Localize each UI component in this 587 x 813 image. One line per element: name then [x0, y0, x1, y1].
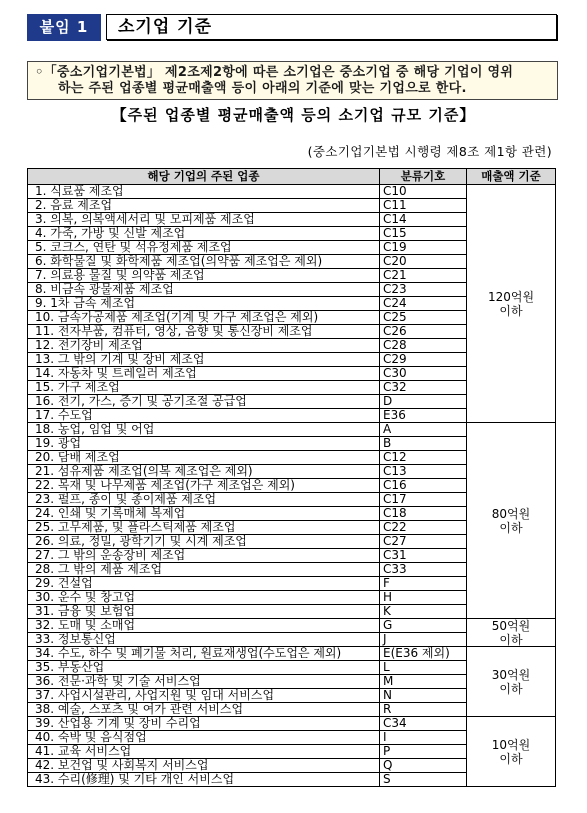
sales-criterion-suffix: 이하 — [499, 303, 523, 318]
classification-code-cell: C26 — [380, 325, 467, 339]
industry-cell: 39. 산업용 기계 및 장비 수리업 — [28, 717, 380, 731]
classification-code-cell: E(E36 제외) — [380, 647, 467, 661]
header-code: 분류기호 — [380, 169, 467, 185]
sales-criterion-cell — [467, 619, 556, 647]
classification-code-cell: C28 — [380, 339, 467, 353]
industry-cell: 28. 그 밖의 제품 제조업 — [28, 563, 380, 577]
industry-cell: 22. 목재 및 나무제품 제조업(가구 제조업은 제외) — [28, 479, 380, 493]
industry-cell: 17. 수도업 — [28, 409, 380, 423]
sales-criterion-cell — [467, 423, 556, 619]
classification-code-cell: C25 — [380, 311, 467, 325]
industry-cell: 18. 농업, 임업 및 어업 — [28, 423, 380, 437]
industry-cell: 40. 숙박 및 음식점업 — [28, 731, 380, 745]
classification-code-cell: J — [380, 633, 467, 647]
sales-criterion-suffix: 이하 — [499, 681, 523, 696]
industry-cell: 41. 교육 서비스업 — [28, 745, 380, 759]
industry-cell: 21. 섬유제품 제조업(의복 제조업은 제외) — [28, 465, 380, 479]
sales-criterion-amount: 80억원 — [491, 506, 531, 521]
industry-cell: 36. 전문·과학 및 기술 서비스업 — [28, 675, 380, 689]
classification-code-cell: C16 — [380, 479, 467, 493]
industry-cell: 25. 고무제품, 및 플라스틱제품 제조업 — [28, 521, 380, 535]
classification-code-cell: I — [380, 731, 467, 745]
classification-code-cell: G — [380, 619, 467, 633]
industry-cell: 30. 운수 및 창고업 — [28, 591, 380, 605]
classification-code-cell: C32 — [380, 381, 467, 395]
small-business-criteria-table — [27, 168, 556, 787]
industry-cell: 1. 식료품 제조업 — [28, 185, 380, 199]
header-industry: 해당 기업의 주된 업종 — [28, 169, 380, 185]
classification-code-cell: C23 — [380, 283, 467, 297]
notice-box — [27, 61, 558, 100]
classification-code-cell: C29 — [380, 353, 467, 367]
industry-cell: 43. 수리(修理) 및 기타 개인 서비스업 — [28, 773, 380, 787]
industry-cell: 38. 예술, 스포츠 및 여가 관련 서비스업 — [28, 703, 380, 717]
document-title: 소기업 기준 — [106, 14, 557, 40]
industry-cell: 37. 사업시설관리, 사업지원 및 임대 서비스업 — [28, 689, 380, 703]
industry-cell: 4. 가죽, 가방 및 신발 제조업 — [28, 227, 380, 241]
sales-criterion-amount: 50억원 — [491, 618, 531, 633]
classification-code-cell: C19 — [380, 241, 467, 255]
classification-code-cell: C22 — [380, 521, 467, 535]
classification-code-cell: C15 — [380, 227, 467, 241]
industry-cell: 35. 부동산업 — [28, 661, 380, 675]
classification-code-cell: C34 — [380, 717, 467, 731]
classification-code-cell: B — [380, 437, 467, 451]
classification-code-cell: Q — [380, 759, 467, 773]
industry-cell: 16. 전기, 가스, 증기 및 공기조절 공급업 — [28, 395, 380, 409]
notice-text-line-1: ◦「중소기업기본법」 제2조제2항에 따른 소기업은 중소기업 중 해당 기업이 영위 — [35, 65, 514, 80]
classification-code-cell: K — [380, 605, 467, 619]
sales-criterion-amount: 120억원 — [487, 289, 535, 304]
attachment-label: 붙임 1 — [27, 14, 101, 41]
industry-cell: 29. 건설업 — [28, 577, 380, 591]
industry-cell: 3. 의복, 의복액세서리 및 모피제품 제조업 — [28, 213, 380, 227]
classification-code-cell: C10 — [380, 185, 467, 199]
industry-cell: 7. 의료용 물질 및 의약품 제조업 — [28, 269, 380, 283]
classification-code-cell: C27 — [380, 535, 467, 549]
sales-criterion-amount: 30억원 — [491, 667, 531, 682]
sales-criterion-amount: 10억원 — [491, 737, 531, 752]
legal-source-note: (중소기업기본법 시행령 제8조 제1항 관련) — [307, 144, 552, 159]
classification-code-cell: H — [380, 591, 467, 605]
notice-text-line-2: 하는 주된 업종별 평균매출액 등이 아래의 기준에 맞는 기업으로 한다. — [58, 81, 467, 96]
industry-cell: 34. 수도, 하수 및 폐기물 처리, 원료재생업(수도업은 제외) — [28, 647, 380, 661]
classification-code-cell: L — [380, 661, 467, 675]
sales-criterion-suffix: 이하 — [499, 632, 523, 647]
classification-code-cell: C17 — [380, 493, 467, 507]
table-heading: 【주된 업종별 평균매출액 등의 소기업 규모 기준】 — [111, 106, 476, 124]
industry-cell: 10. 금속가공제품 제조업(기계 및 가구 제조업은 제외) — [28, 311, 380, 325]
industry-cell: 5. 코크스, 연탄 및 석유정제품 제조업 — [28, 241, 380, 255]
classification-code-cell: E36 — [380, 409, 467, 423]
industry-cell: 11. 전자부품, 컴퓨터, 영상, 음향 및 통신장비 제조업 — [28, 325, 380, 339]
industry-cell: 32. 도매 및 소매업 — [28, 619, 380, 633]
industry-cell: 19. 광업 — [28, 437, 380, 451]
sales-criterion-suffix: 이하 — [499, 751, 523, 766]
industry-cell: 13. 그 밖의 기계 및 장비 제조업 — [28, 353, 380, 367]
classification-code-cell: D — [380, 395, 467, 409]
classification-code-cell: R — [380, 703, 467, 717]
industry-cell: 12. 전기장비 제조업 — [28, 339, 380, 353]
industry-cell: 26. 의료, 정밀, 광학기기 및 시계 제조업 — [28, 535, 380, 549]
industry-cell: 31. 금융 및 보험업 — [28, 605, 380, 619]
classification-code-cell: S — [380, 773, 467, 787]
classification-code-cell: C21 — [380, 269, 467, 283]
industry-cell: 9. 1차 금속 제조업 — [28, 297, 380, 311]
classification-code-cell: A — [380, 423, 467, 437]
classification-code-cell: C24 — [380, 297, 467, 311]
industry-cell: 20. 담배 제조업 — [28, 451, 380, 465]
header-sales-criterion: 매출액 기준 — [467, 169, 556, 185]
classification-code-cell: N — [380, 689, 467, 703]
classification-code-cell: C33 — [380, 563, 467, 577]
sales-criterion-suffix: 이하 — [499, 520, 523, 535]
industry-cell: 15. 가구 제조업 — [28, 381, 380, 395]
industry-cell: 42. 보건업 및 사회복지 서비스업 — [28, 759, 380, 773]
classification-code-cell: C14 — [380, 213, 467, 227]
sales-criterion-cell — [467, 717, 556, 787]
industry-cell: 6. 화학물질 및 화학제품 제조업(의약품 제조업은 제외) — [28, 255, 380, 269]
sales-criterion-cell — [467, 185, 556, 423]
industry-cell: 24. 인쇄 및 기록매체 복제업 — [28, 507, 380, 521]
classification-code-cell: C11 — [380, 199, 467, 213]
classification-code-cell: M — [380, 675, 467, 689]
industry-cell: 27. 그 밖의 운송장비 제조업 — [28, 549, 380, 563]
industry-cell: 23. 펄프, 종이 및 종이제품 제조업 — [28, 493, 380, 507]
classification-code-cell: C20 — [380, 255, 467, 269]
classification-code-cell: C12 — [380, 451, 467, 465]
industry-cell: 2. 음료 제조업 — [28, 199, 380, 213]
classification-code-cell: C18 — [380, 507, 467, 521]
classification-code-cell: C31 — [380, 549, 467, 563]
classification-code-cell: F — [380, 577, 467, 591]
industry-cell: 8. 비금속 광물제품 제조업 — [28, 283, 380, 297]
industry-cell: 14. 자동차 및 트레일러 제조업 — [28, 367, 380, 381]
sales-criterion-cell — [467, 647, 556, 717]
classification-code-cell: P — [380, 745, 467, 759]
classification-code-cell: C30 — [380, 367, 467, 381]
classification-code-cell: C13 — [380, 465, 467, 479]
industry-cell: 33. 정보통신업 — [28, 633, 380, 647]
